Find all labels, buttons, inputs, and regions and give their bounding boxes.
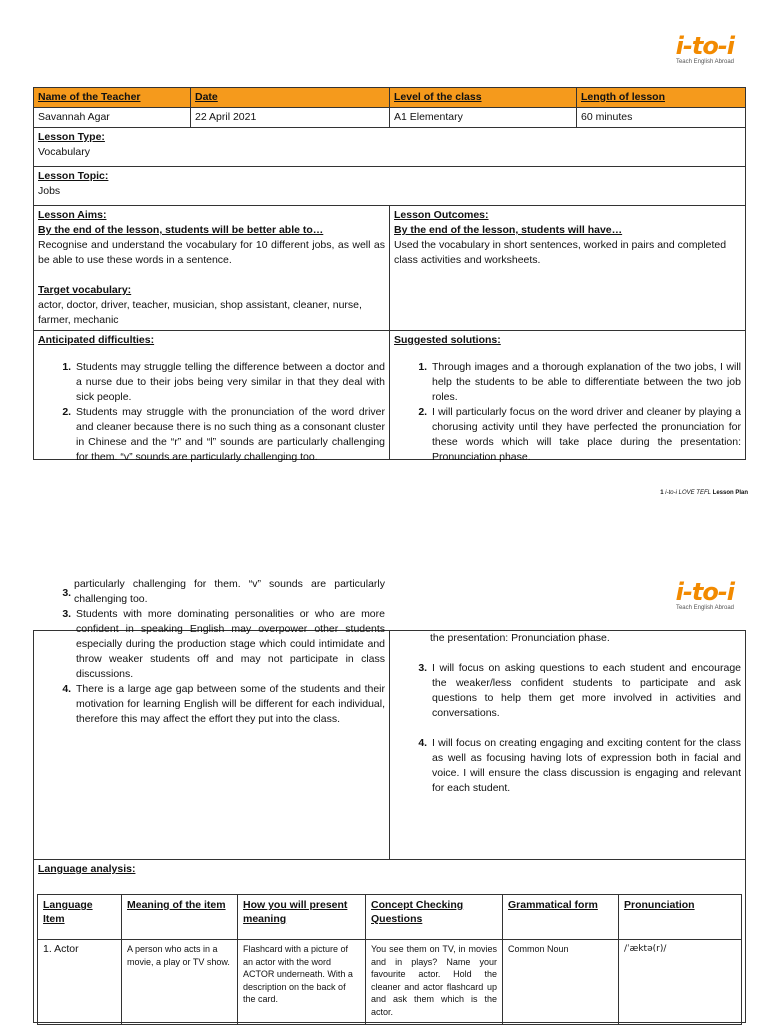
lesson-topic-row bbox=[34, 167, 746, 206]
lesson-topic-label: Lesson Topic: bbox=[38, 170, 109, 182]
logo-tagline: Teach English Abroad bbox=[675, 59, 734, 65]
col-meaning: Meaning of the item bbox=[122, 895, 238, 940]
row-present: Flashcard with a picture of an actor with the word ACTOR underneath. With a description on the back of the card. bbox=[238, 940, 366, 1025]
lesson-plan-table bbox=[33, 87, 746, 463]
solution-item: 4. I will focus on creating engaging and exciting content for the class as well as focusing having lots of expression both in facial and voice. I will ensure the class discussion is engaging and relevant for each student. bbox=[430, 736, 741, 796]
difficulties-label: Anticipated difficulties: bbox=[38, 334, 155, 346]
header-length: Length of lesson bbox=[577, 88, 746, 108]
page-1 bbox=[0, 0, 768, 512]
class-level: A1 Elementary bbox=[390, 108, 577, 128]
row-form: Common Noun bbox=[503, 940, 619, 1025]
difficulties-continued-row bbox=[34, 631, 746, 860]
outcomes-label: Lesson Outcomes: bbox=[394, 209, 489, 221]
vocab-label: Target vocabulary: bbox=[38, 284, 132, 296]
difficulty-item: 2. Students may struggle with the pronunciation of the word driver and cleaner because there is no such thing as a consonant cluster in Chinese and the “r” and “l” sounds are particularly challenging for them. “v” sounds are particularly challenging too. bbox=[74, 405, 385, 465]
row-pronunciation: /ˈæktə(r)/ bbox=[619, 940, 742, 1025]
solutions-label: Suggested solutions: bbox=[394, 334, 501, 346]
i-to-i-logo bbox=[644, 580, 734, 620]
col-ccq: Concept Checking Questions bbox=[366, 895, 503, 940]
row-meaning: A person who acts in a movie, a play or TV show. bbox=[122, 940, 238, 1025]
difficulty-item: 1. Students may struggle telling the difference between a doctor and a nurse due to their jobs being very similar in that they deal with sick people. bbox=[74, 360, 385, 405]
header-date: Date bbox=[191, 88, 390, 108]
lesson-type-label: Lesson Type: bbox=[38, 131, 105, 143]
footer-text: Lesson Plan bbox=[712, 490, 748, 496]
col-language-item: Language Item bbox=[38, 895, 122, 940]
solutions-list bbox=[394, 360, 741, 465]
footer-brand: i-to-i LOVE TEFL bbox=[665, 490, 711, 496]
difficulty-item: 4. There is a large age gap between some of the students and their motivation for learning English will be different for each individual, therefore this may affect the effort they put into the class. bbox=[74, 682, 385, 727]
solution-2-tail: the presentation: Pronunciation phase. bbox=[430, 632, 610, 644]
difficulties-row bbox=[34, 331, 746, 460]
solutions-list-p2 bbox=[394, 661, 741, 796]
language-analysis-header bbox=[38, 895, 742, 940]
aims-text: Recognise and understand the vocabulary for 10 different jobs, as well as be able to use these words in a sentence. bbox=[38, 239, 385, 266]
aims-label: Lesson Aims: bbox=[38, 209, 107, 221]
col-form: Grammatical form bbox=[503, 895, 619, 940]
language-analysis-table bbox=[37, 894, 742, 1025]
logo-brand: i-to-i bbox=[675, 578, 734, 606]
row-ccq: You see them on TV, in movies and in plays? Name your favourite actor. Hold the cleaner and actor flashcard up and ask them which is the actor. bbox=[366, 940, 503, 1025]
page-2 bbox=[0, 560, 768, 1024]
col-present: How you will present meaning bbox=[238, 895, 366, 940]
header-row bbox=[34, 88, 746, 108]
logo-brand: i-to-i bbox=[675, 32, 734, 60]
lesson-date: 22 April 2021 bbox=[191, 108, 390, 128]
logo-tagline: Teach English Abroad bbox=[675, 605, 734, 611]
values-row bbox=[34, 108, 746, 128]
lesson-length: 60 minutes bbox=[577, 108, 746, 128]
page-footer bbox=[660, 490, 748, 496]
lesson-type-value: Vocabulary bbox=[38, 146, 90, 158]
outcomes-text: Used the vocabulary in short sentences, worked in pairs and completed class activities and worksheets. bbox=[394, 239, 727, 266]
aims-sub: By the end of the lesson, students will be better able to… bbox=[38, 224, 324, 236]
col-pronunciation: Pronunciation bbox=[619, 895, 742, 940]
row-item: 1. Actor bbox=[38, 940, 122, 1025]
solution-item: 2. I will particularly focus on the word driver and cleaner by playing a chorusing activity until they have perfected the pronunciation for these words which will take place during the presentation: Pronunciation phase. bbox=[430, 405, 741, 465]
header-teacher: Name of the Teacher bbox=[34, 88, 191, 108]
teacher-name: Savannah Agar bbox=[34, 108, 191, 128]
table-row bbox=[38, 940, 742, 1025]
language-analysis-label: Language analysis: bbox=[38, 863, 136, 875]
difficulty-item: 3. Students with more dominating personalities or who are more confident in speaking English may overpower other students especially during the production stage which could intimidate and throw weaker students off and may not participate in class discussions. bbox=[74, 607, 385, 682]
aims-outcomes-row bbox=[34, 206, 746, 331]
solution-item: 1. Through images and a thorough explanation of the two jobs, I will help the students to be able to differentiate between the two job roles. bbox=[430, 360, 741, 405]
lesson-type-row bbox=[34, 128, 746, 167]
outcomes-sub: By the end of the lesson, students will have… bbox=[394, 224, 623, 236]
i-to-i-logo bbox=[644, 34, 734, 74]
difficulties-list-p2 bbox=[38, 607, 385, 727]
vocab-list: actor, doctor, driver, teacher, musician, shop assistant, cleaner, nurse, farmer, mechanic bbox=[38, 299, 362, 326]
lesson-topic-value: Jobs bbox=[38, 185, 61, 197]
solution-item: 3. I will focus on asking questions to each student and encourage the weaker/less confident students to participate and ask questions to help them get more involved in activities and conversations. bbox=[430, 661, 741, 721]
difficulty-2-tail: particularly challenging for them. “v” sounds are particularly challenging too. bbox=[74, 578, 385, 605]
footer-page-number: 1 bbox=[660, 490, 664, 496]
difficulties-list bbox=[38, 360, 385, 465]
header-level: Level of the class bbox=[390, 88, 577, 108]
